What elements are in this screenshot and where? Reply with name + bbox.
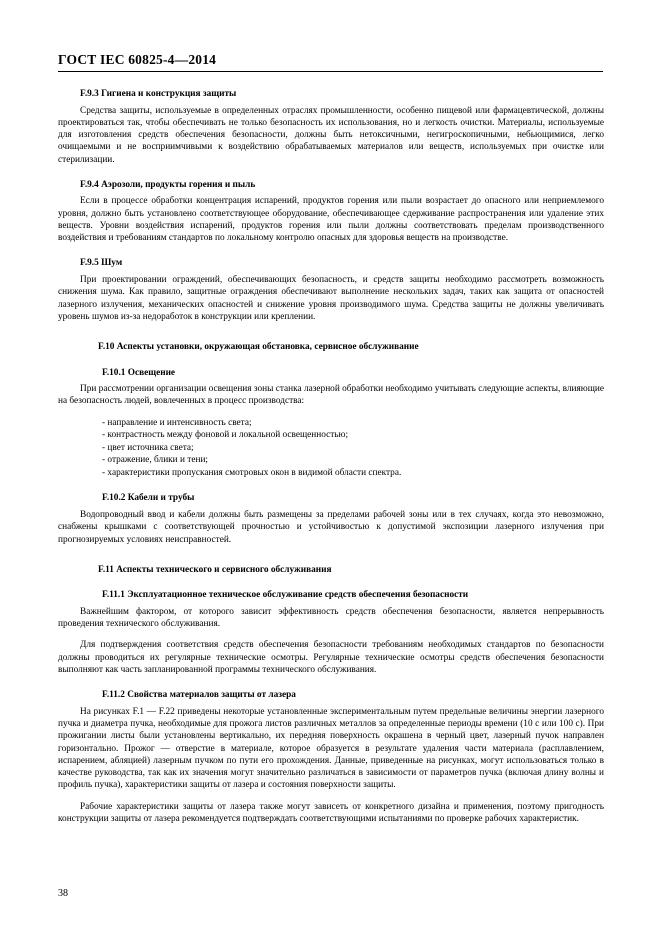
section-heading-f112: F.11.2 Свойства материалов защиты от лазера (102, 690, 296, 701)
paragraph-f111-1: Важнейшим фактором, от которого зависит эффективность средств обеспечения безопасности, является непрерывность проведения технического обслуживания. (58, 606, 604, 630)
paragraph-f112-1: На рисунках F.1 — F.22 приведены некоторые установленные экспериментальным путем предельные величины энергии лазерного пучка и диаметра пучка, необходимые для прожога листов различных металлов за определенные периоды времени (10 с или 100 с). При прожигании листы были установлены вертикально, их передняя поверхность окрашена в черный цвет, лазерный пучок направлен горизонтально. Прожог — отверстие в материале, которое образуется в результате удаления части материала (расплавлением, испарением, абляцией) лазерным пучком по пути его прохождения. Данные, приведенные на рисунках, могут использоваться только в качестве руководства, так как их значения могут значительно различаться в зависимости от параметров пучка (включая длину волны и профиль пучка), характеристики защиты от лазера и состояния поверхности защиты. (58, 706, 604, 791)
section-heading-f101: F.10.1 Освещение (102, 367, 176, 378)
list-item: - контрастность между фоновой и локальной освещенностью; (102, 430, 349, 441)
section-heading-f93: F.9.3 Гигиена и конструкция защиты (80, 89, 237, 99)
section-heading-f111: F.11.1 Эксплуатационное техническое обслуживание средств обеспечения безопасности (102, 590, 469, 601)
section-heading-f10: F.10 Аспекты установки, окружающая обстановка, сервисное обслуживание (98, 342, 419, 353)
page-number: 38 (58, 888, 68, 899)
paragraph-f101-1: При рассмотрении организации освещения зоны станка лазерной обработки необходимо учитывать следующие аспекты, влияющие на безопасность людей, вовлеченных в процесс производства: (58, 384, 604, 407)
page-header: ГОСТ IEC 60825-4—2014 (58, 52, 603, 72)
section-heading-f95: F.9.5 Шум (80, 258, 123, 269)
section-heading-f94: F.9.4 Аэрозоли, продукты горения и пыль (80, 179, 256, 190)
list-item: - характеристики пропускания смотровых окон в видимой области спектра. (102, 467, 402, 478)
paragraph-f93-1: Средства защиты, используемые в определенных отраслях промышленности, особенно пищевой или фармацевтической, должны проектироваться так, чтобы обеспечивать не только безопасность их использования, но и легкость очистки. Материалы, используемые для изготовления средств обеспечения безопасности, должны быть нетоксичными, негигроскопичными, небьющимися, легко очищаемыми и не восприимчивыми к воздействию обрабатываемых материалов или веществ, используемых при очистке или стерилизации. (58, 105, 604, 165)
paragraph-f111-2: Для подтверждения соответствия средств обеспечения безопасности требованиям необходимых стандартов по безопасности должны проводиться их регулярные технические осмотры. Регулярные технические осмотры средств обеспечения безопасности выполняют как часть запланированной программы технического обслуживания. (58, 640, 604, 675)
document-body (58, 88, 604, 825)
paragraph-f102-1: Водопроводный ввод и кабели должны быть размещены за пределами рабочей зоны или в тех случаях, когда это невозможно, снабжены крышками с соответствующей прочностью и устойчивостью к допустимой экспозиции лазерного излучения при прогнозируемых условиях неисправностей. (58, 510, 604, 545)
paragraph-f94-1: Если в процессе обработки концентрация испарений, продуктов горения или пыли возрастает до опасного или неприемлемого уровня, должно быть установлено соответствующее оборудование, обеспечивающее сдерживание распространения или удаление этих веществ. Уровни воздействия испарений, продуктов горения или пыли должны соответствовать пределам производственного воздействия и требованиям стандартов по локальному контролю опасных для здоровья веществ на производстве. (58, 196, 604, 244)
list-item: - отражение, блики и тени; (102, 455, 209, 466)
spacer (58, 358, 604, 367)
spacer (58, 555, 604, 564)
section-heading-f102: F.10.2 Кабели и трубы (102, 493, 195, 504)
spacer (58, 580, 604, 589)
list-item: - цвет источника света; (102, 442, 194, 453)
list-item: - направление и интенсивность света; (102, 417, 252, 428)
paragraph-f112-2: Рабочие характеристики защиты от лазера также могут зависеть от конкретного дизайна и применения, поэтому пригодность конструкции защиты от лазера рекомендуется подтверждать соответствующими испытаниями по проверке рабочих характеристик. (58, 801, 604, 824)
section-heading-f11: F.11 Аспекты технического и сервисного обслуживания (98, 564, 332, 575)
spacer (58, 332, 604, 341)
lighting-aspects-list (58, 417, 604, 480)
paragraph-f95-1: При проектировании ограждений, обеспечивающих безопасность, и средств защиты необходимо рассмотреть возможность снижения шума. Как правило, защитные ограждения обеспечивают выполнение нескольких задач, таких как защита от опасностей лазерного излучения, механических опасностей и снижение уровня производимого шума. Средства защиты не должны увеличивать уровень шумов из-за недоработок в конструкции или креплении. (58, 275, 604, 322)
